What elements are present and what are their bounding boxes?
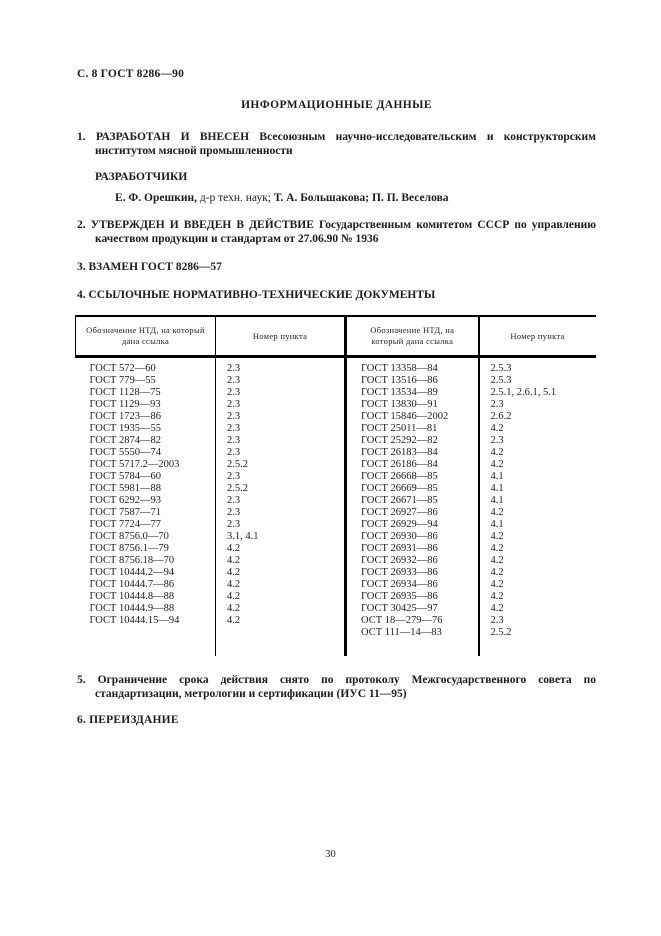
ntd-designation-cell: ГОСТ 8756.0—70 [76, 531, 216, 543]
ntd-designation-cell: ГОСТ 10444.9—88 [76, 603, 216, 615]
ntd-designation-cell: ГОСТ 6292—93 [76, 495, 216, 507]
clause-number-cell: 4.1 [490, 519, 504, 530]
clause-number-cell: 2.3 [216, 447, 346, 459]
ntd-designation-cell: ГОСТ 5784—60 [76, 471, 216, 483]
table-row [76, 615, 596, 627]
clause-number-cell: 4.2 [490, 555, 504, 566]
clause-number-cell: 2.5.3 [490, 363, 512, 374]
table-row [76, 567, 596, 579]
clause-number-cell: 2.6.2 [490, 411, 512, 422]
clause-number-cell: 4.2 [490, 591, 504, 602]
table-row [76, 495, 596, 507]
table-row [76, 399, 596, 411]
header-clause-number-left: Номер пункта [216, 316, 346, 357]
clause-number-cell: 2.3 [216, 411, 346, 423]
ntd-designation-cell: ГОСТ 10444.8—88 [76, 591, 216, 603]
ntd-designation-cell: ГОСТ 30425—97 [346, 603, 479, 615]
clause-number-cell: 4.1 [490, 471, 504, 482]
table-row [76, 483, 596, 495]
page-title: ИНФОРМАЦИОННЫЕ ДАННЫЕ [241, 99, 432, 111]
developers-heading: РАЗРАБОТЧИКИ [95, 171, 188, 183]
ntd-designation-cell: ГОСТ 26186—84 [346, 459, 479, 471]
clause-number-cell: 2.3 [216, 423, 346, 435]
clause-number-cell: 3.1, 4.1 [216, 531, 346, 543]
clause-number-cell: 2.3 [216, 519, 346, 531]
ref-table-body [76, 357, 596, 657]
ntd-designation-cell: ГОСТ 13516—86 [346, 375, 479, 387]
spacer-cell [479, 639, 596, 656]
table-row [76, 543, 596, 555]
clause-number-cell: 4.2 [216, 603, 346, 615]
table-row [76, 471, 596, 483]
table-row [76, 519, 596, 531]
clause-number-cell: 2.3 [490, 615, 504, 626]
developer-role: д-р техн. наук; [196, 192, 274, 204]
ntd-designation-cell: ГОСТ 1129—93 [76, 399, 216, 411]
ntd-designation-cell: ГОСТ 8756.18—70 [76, 555, 216, 567]
clause-number-cell: 2.3 [216, 357, 346, 376]
header-ntd-designation-left: Обозначение НТД, на который дана ссылка [76, 316, 216, 357]
ntd-designation-cell: ГОСТ 26668—85 [346, 471, 479, 483]
clause-number-cell: 2.3 [216, 471, 346, 483]
clause-number-cell: 2.3 [216, 495, 346, 507]
clause-number-cell: 4.2 [216, 555, 346, 567]
clause-number-cell: 4.2 [490, 579, 504, 590]
clause-number-cell: 4.2 [490, 447, 504, 458]
clause-number-cell: 2.5.2 [490, 627, 512, 638]
section-reissue: 6. ПЕРЕИЗДАНИЕ [77, 714, 179, 726]
ntd-designation-cell: ОСТ 111—14—83 [346, 627, 479, 639]
ntd-designation-cell: ГОСТ 1128—75 [76, 387, 216, 399]
ntd-designation-cell: ГОСТ 572—60 [76, 357, 216, 376]
table-row [76, 357, 596, 376]
ntd-designation-cell: ГОСТ 1723—86 [76, 411, 216, 423]
clause-number-cell: 2.3 [216, 387, 346, 399]
ntd-designation-cell: ГОСТ 13534—89 [346, 387, 479, 399]
page-number: 30 [325, 849, 336, 860]
clause-number-cell: 4.1 [490, 483, 504, 494]
ntd-designation-cell: ГОСТ 26930—86 [346, 531, 479, 543]
table-row [76, 423, 596, 435]
ntd-designation-cell [76, 627, 216, 639]
developer-names: Т. А. Большакова; П. П. Веселова [273, 192, 449, 204]
clause-number-cell: 4.2 [490, 531, 504, 542]
table-row [76, 555, 596, 567]
clause-number-cell: 4.2 [490, 423, 504, 434]
reference-documents-table [75, 315, 596, 656]
clause-number-cell: 4.2 [490, 459, 504, 470]
clause-number-cell: 4.2 [490, 507, 504, 518]
clause-number-cell [216, 627, 346, 639]
clause-number-cell: 2.5.2 [216, 483, 346, 495]
page-content [77, 68, 596, 727]
clause-number-cell: 2.5.3 [490, 375, 512, 386]
ntd-designation-cell: ГОСТ 26935—86 [346, 591, 479, 603]
ntd-designation-cell: ГОСТ 13830—91 [346, 399, 479, 411]
clause-number-cell: 2.3 [490, 435, 504, 446]
clause-number-cell: 4.2 [216, 579, 346, 591]
ntd-designation-cell: ГОСТ 5981—88 [76, 483, 216, 495]
section-validity-limit: 5. Ограничение срока действия снято по протоколу Межгосударственного совета по стандартизации, метрологии и сертификации (ИУС 11—95) [77, 674, 596, 700]
ntd-designation-cell: ГОСТ 26929—94 [346, 519, 479, 531]
spacer-cell [76, 639, 216, 656]
table-row [76, 603, 596, 615]
section-reference-docs: 4. ССЫЛОЧНЫЕ НОРМАТИВНО-ТЕХНИЧЕСКИЕ ДОКУМЕНТЫ [77, 289, 436, 301]
section-replaces: 3. ВЗАМЕН ГОСТ 8286—57 [77, 261, 222, 273]
table-row [76, 387, 596, 399]
clause-number-cell: 4.2 [490, 567, 504, 578]
ntd-designation-cell: ГОСТ 1935—55 [76, 423, 216, 435]
clause-number-cell: 4.2 [216, 567, 346, 579]
table-row [76, 507, 596, 519]
clause-number-cell: 4.2 [216, 615, 346, 627]
ntd-designation-cell: ГОСТ 26671—85 [346, 495, 479, 507]
header-clause-number-right: Номер пункта [510, 330, 565, 341]
clause-number-cell: 2.3 [216, 435, 346, 447]
table-row [76, 447, 596, 459]
ntd-designation-cell: ГОСТ 26931—86 [346, 543, 479, 555]
ntd-designation-cell: ГОСТ 26934—86 [346, 579, 479, 591]
clause-number-cell: 2.5.2 [216, 459, 346, 471]
spacer-cell [346, 639, 479, 656]
ntd-designation-cell: ГОСТ 5717.2—2003 [76, 459, 216, 471]
ntd-designation-cell: ГОСТ 13358—84 [346, 357, 479, 376]
table-row [76, 435, 596, 447]
clause-number-cell: 4.2 [490, 603, 504, 614]
running-header: С. 8 ГОСТ 8286—90 [77, 68, 185, 80]
ntd-designation-cell: ГОСТ 26183—84 [346, 447, 479, 459]
clause-number-cell: 4.2 [490, 543, 504, 554]
ntd-designation-cell: ГОСТ 10444.7—86 [76, 579, 216, 591]
clause-number-cell: 2.3 [216, 375, 346, 387]
developer-name: Е. Ф. Орешкин, [115, 192, 197, 204]
header-ntd-designation-right: Обозначение НТД, на который дана ссылка [346, 316, 479, 357]
ntd-designation-cell: ГОСТ 26669—85 [346, 483, 479, 495]
table-spacer-row [76, 639, 596, 656]
ntd-designation-cell: ГОСТ 10444.2—94 [76, 567, 216, 579]
table-row [76, 459, 596, 471]
ntd-designation-cell: ГОСТ 26933—86 [346, 567, 479, 579]
table-row [76, 627, 596, 639]
ntd-designation-cell: ГОСТ 2874—82 [76, 435, 216, 447]
clause-number-cell: 2.5.1, 2.6.1, 5.1 [490, 387, 557, 398]
spacer-cell [216, 639, 346, 656]
clause-number-cell: 4.2 [216, 591, 346, 603]
clause-number-cell: 2.3 [216, 507, 346, 519]
table-row [76, 375, 596, 387]
table-row [76, 411, 596, 423]
ntd-designation-cell: ГОСТ 26927—86 [346, 507, 479, 519]
table-row [76, 531, 596, 543]
clause-number-cell: 4.2 [216, 543, 346, 555]
ntd-designation-cell: ГОСТ 5550—74 [76, 447, 216, 459]
ntd-designation-cell: ГОСТ 26932—86 [346, 555, 479, 567]
ntd-designation-cell: ГОСТ 779—55 [76, 375, 216, 387]
table-header-row [76, 316, 596, 357]
ntd-designation-cell: ГОСТ 25292—82 [346, 435, 479, 447]
table-row [76, 579, 596, 591]
section-developed-by: 1. РАЗРАБОТАН И ВНЕСЕН Всесоюзным научно-исследовательским и конструкторским институтом мясной промышленности [77, 131, 596, 157]
ntd-designation-cell: ГОСТ 25011—81 [346, 423, 479, 435]
ntd-designation-cell: ГОСТ 10444.15—94 [76, 615, 216, 627]
ntd-designation-cell: ГОСТ 15846—2002 [346, 411, 479, 423]
section-approved: 2. УТВЕРЖДЕН И ВВЕДЕН В ДЕЙСТВИЕ Государственным комитетом СССР по управлению качеством продукции и стандартам от 27.06.90 № 1936 [77, 219, 596, 245]
developers-line [115, 192, 596, 204]
ntd-designation-cell: ГОСТ 7587—71 [76, 507, 216, 519]
table-header [76, 316, 596, 357]
ntd-designation-cell: ОСТ 18—279—76 [346, 615, 479, 627]
clause-number-cell: 4.1 [490, 495, 504, 506]
ntd-designation-cell: ГОСТ 7724—77 [76, 519, 216, 531]
clause-number-cell: 2.3 [216, 399, 346, 411]
clause-number-cell: 2.3 [490, 399, 504, 410]
ntd-designation-cell: ГОСТ 8756.1—79 [76, 543, 216, 555]
table-row [76, 591, 596, 603]
